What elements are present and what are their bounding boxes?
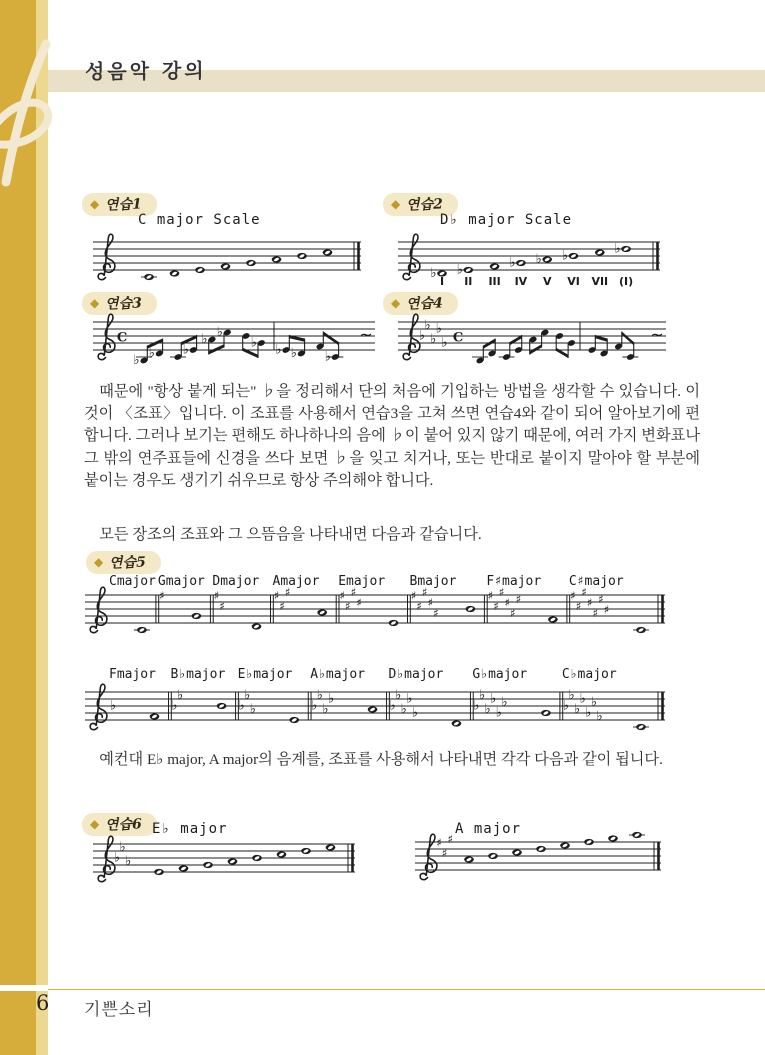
svg-text:♭: ♭ — [327, 691, 335, 707]
svg-text:♯: ♯ — [515, 591, 522, 606]
paragraph-all-major-keys: 모든 장조의 조표와 그 으뜸음을 나타내면 다음과 같습니다. — [99, 526, 482, 543]
svg-text:♯: ♯ — [284, 584, 291, 599]
ex6-scale2-label: A major — [455, 821, 522, 837]
calligraphy-glyph — [0, 42, 52, 192]
svg-text:♯: ♯ — [447, 831, 453, 846]
svg-text:♭: ♭ — [478, 688, 486, 704]
svg-text:♭: ♭ — [585, 705, 592, 721]
svg-text:♯: ♯ — [570, 588, 576, 603]
svg-text:♭: ♭ — [473, 698, 480, 714]
diamond-icon: ◆ — [90, 817, 100, 831]
treble-clef-icon — [98, 314, 115, 359]
treble-clef-icon — [90, 587, 107, 632]
key-signature-label: Gmajor — [157, 574, 205, 589]
svg-text:♭: ♭ — [275, 342, 282, 358]
svg-text:♭: ♭ — [430, 266, 437, 282]
svg-text:♯: ♯ — [273, 588, 280, 603]
paragraph-key-signature-explanation: 때문에 "항상 붙게 되는" ♭을 정리해서 단의 처음에 기입하는 방법을 생각할 수 있습니다. 이것이 〈조표〉입니다. 이 조표를 사용해서 연습3을 고쳐 쓰면 연습4와 같이 되어 알아보기에 편합니다. 그러나 보기는 편해도 하나하나의 음에 ♭이 붙어 있지 않기 때문에, 여러 가지 변화표나 그 밖의 연주표들에 신경을 쓰다 보면 ♭을 잊고 치거나, 또는 반대로 붙이지 말아야 할 부분에 붙이는 경우도 생기기 쉬우므로 항상 주의해야 합니다. — [84, 383, 700, 489]
svg-text:♭: ♭ — [435, 321, 442, 337]
svg-text:♭: ♭ — [395, 688, 402, 704]
svg-text:♭: ♭ — [574, 702, 581, 718]
book-title: 기쁜소리 — [84, 1000, 154, 1019]
diamond-icon: ◆ — [94, 555, 104, 569]
key-signature-label: Emajor — [338, 574, 386, 589]
exercise-1-label: 연습1 — [105, 196, 143, 214]
paragraph-example-scales: 예컨대 E♭ major, A major의 음계를, 조표를 사용해서 나타내면 각각 다음과 같이 됩니다. — [99, 751, 663, 768]
svg-text:♯: ♯ — [213, 588, 220, 603]
diamond-icon: ◆ — [90, 296, 100, 310]
svg-text:♯: ♯ — [433, 605, 439, 620]
svg-text:♭: ♭ — [249, 702, 256, 718]
svg-text:♯: ♯ — [416, 598, 422, 613]
key-signature-label: Bmajor — [409, 574, 457, 589]
svg-text:♭: ♭ — [406, 691, 413, 707]
ex5-staff-row1 — [85, 579, 665, 637]
ex1-caption: C major Scale — [138, 212, 261, 228]
svg-text:♭: ♭ — [201, 332, 208, 348]
svg-text:♭: ♭ — [495, 705, 502, 721]
diamond-icon: ◆ — [391, 296, 401, 310]
ex4-staff — [398, 306, 666, 366]
svg-text:♭: ♭ — [509, 255, 516, 271]
svg-text:C: C — [452, 330, 464, 346]
exercise-5-badge — [86, 551, 161, 574]
key-signature-label: E♭major — [237, 667, 293, 682]
roman-numeral: VI — [567, 275, 580, 288]
treble-clef-icon — [420, 834, 437, 879]
svg-text:♭: ♭ — [148, 346, 155, 362]
exercise-5-label: 연습5 — [109, 554, 147, 572]
svg-text:♭: ♭ — [561, 248, 569, 264]
svg-text:♯: ♯ — [586, 595, 593, 610]
exercise-6-label: 연습6 — [105, 816, 143, 834]
svg-text:♯: ♯ — [598, 591, 604, 606]
svg-text:♭: ♭ — [316, 688, 323, 704]
svg-text:♯: ♯ — [498, 584, 505, 599]
key-signature-label: F♯major — [486, 574, 542, 589]
svg-text:~: ~ — [359, 325, 373, 344]
roman-numeral: IV — [514, 275, 528, 288]
svg-text:♭: ♭ — [216, 325, 223, 341]
svg-text:♭: ♭ — [424, 318, 431, 334]
key-signature-label: Dmajor — [212, 574, 260, 589]
svg-text:♭: ♭ — [562, 698, 569, 714]
key-signature-label: C♯major — [568, 574, 624, 589]
svg-text:♭: ♭ — [177, 688, 184, 704]
svg-text:♯: ♯ — [436, 835, 442, 850]
svg-text:♭: ♭ — [119, 840, 126, 856]
svg-text:♭: ♭ — [430, 332, 437, 348]
svg-text:♯: ♯ — [487, 588, 494, 603]
ex1-staff — [93, 226, 361, 284]
svg-text:♯: ♯ — [421, 584, 428, 599]
exercise-4-label: 연습4 — [406, 295, 444, 313]
svg-text:~: ~ — [650, 325, 664, 344]
treble-clef-icon — [90, 684, 107, 729]
svg-text:♯: ♯ — [441, 845, 448, 860]
svg-text:♯: ♯ — [581, 584, 587, 599]
svg-text:♯: ♯ — [219, 598, 225, 613]
svg-text:♭: ♭ — [614, 241, 621, 257]
svg-text:♯: ♯ — [410, 588, 417, 603]
svg-text:♭: ♭ — [490, 691, 497, 707]
svg-text:♭: ♭ — [125, 854, 132, 870]
svg-text:♭: ♭ — [171, 698, 178, 714]
footer-rule — [48, 989, 765, 990]
svg-text:♭: ♭ — [238, 698, 245, 714]
svg-text:♭: ♭ — [501, 695, 508, 711]
svg-text:♭: ♭ — [244, 688, 251, 704]
key-signature-label: C♭major — [561, 667, 617, 682]
svg-text:♭: ♭ — [400, 702, 407, 718]
key-signature-label: Cmajor — [109, 574, 156, 589]
ex6-staff-amajor — [415, 826, 661, 884]
svg-text:♭: ♭ — [182, 342, 189, 358]
svg-text:♭: ♭ — [250, 335, 257, 351]
svg-text:♯: ♯ — [356, 595, 362, 610]
svg-text:♭: ♭ — [484, 702, 491, 718]
treble-clef-icon — [98, 836, 115, 881]
svg-text:♯: ♯ — [603, 602, 610, 617]
ex6-scale1-label: E♭ major — [152, 821, 228, 837]
svg-text:♯: ♯ — [510, 605, 516, 620]
diamond-icon: ◆ — [90, 197, 100, 211]
roman-numeral: V — [542, 275, 552, 288]
key-signature-label: G♭major — [472, 667, 528, 682]
svg-text:♯: ♯ — [427, 595, 434, 610]
roman-numeral: III — [488, 275, 501, 288]
svg-text:♭: ♭ — [535, 252, 542, 268]
key-signature-label: D♭major — [388, 667, 444, 682]
svg-text:♭: ♭ — [133, 353, 140, 366]
svg-text:C: C — [116, 330, 128, 346]
treble-clef-icon — [403, 314, 420, 359]
svg-text:♭: ♭ — [418, 328, 426, 344]
svg-text:♯: ♯ — [350, 584, 357, 599]
svg-text:♭: ♭ — [311, 698, 318, 714]
svg-text:♯: ♯ — [493, 598, 499, 613]
page-number: 6 — [36, 991, 50, 1015]
roman-numeral: II — [464, 275, 473, 288]
svg-text:♭: ♭ — [579, 691, 586, 707]
ex6-staff-eflat — [93, 828, 355, 886]
exercise-3-label: 연습3 — [105, 295, 143, 313]
treble-clef-icon — [98, 234, 115, 279]
svg-text:♯: ♯ — [575, 598, 582, 613]
key-signature-label: A♭major — [310, 667, 366, 682]
svg-text:♭: ♭ — [568, 688, 575, 704]
svg-text:♯: ♯ — [339, 588, 345, 603]
key-signature-label: Amajor — [272, 574, 320, 589]
key-signature-label: Fmajor — [109, 667, 156, 682]
svg-text:♭: ♭ — [290, 346, 297, 362]
ex2-staff — [398, 226, 660, 302]
roman-numeral: VII — [591, 275, 609, 288]
diamond-icon: ◆ — [391, 197, 401, 211]
key-signature-label: B♭major — [170, 667, 226, 682]
svg-text:♭: ♭ — [324, 349, 331, 365]
svg-text:♭: ♭ — [113, 850, 121, 866]
svg-text:♭: ♭ — [596, 709, 603, 725]
svg-text:♭: ♭ — [109, 698, 117, 714]
page-title: 성음악 강의 — [84, 58, 207, 84]
ex2-caption: D♭ major Scale — [440, 212, 573, 228]
svg-text:♭: ♭ — [456, 262, 463, 278]
svg-text:♯: ♯ — [592, 605, 599, 620]
svg-text:♯: ♯ — [159, 588, 165, 603]
svg-text:♭: ♭ — [322, 702, 329, 718]
svg-text:♭: ♭ — [441, 335, 448, 351]
svg-text:♯: ♯ — [345, 598, 351, 613]
roman-numeral: (I) — [619, 275, 634, 288]
svg-text:♯: ♯ — [504, 595, 510, 610]
svg-text:♭: ♭ — [590, 695, 597, 711]
treble-clef-icon — [403, 234, 420, 279]
ex5-staff-row2 — [85, 676, 665, 734]
svg-text:♭: ♭ — [411, 705, 419, 721]
svg-text:♯: ♯ — [279, 598, 285, 613]
ex3-staff — [93, 306, 375, 366]
svg-text:♭: ♭ — [389, 698, 396, 714]
roman-numeral: I — [439, 275, 445, 288]
exercise-2-label: 연습2 — [406, 196, 444, 214]
